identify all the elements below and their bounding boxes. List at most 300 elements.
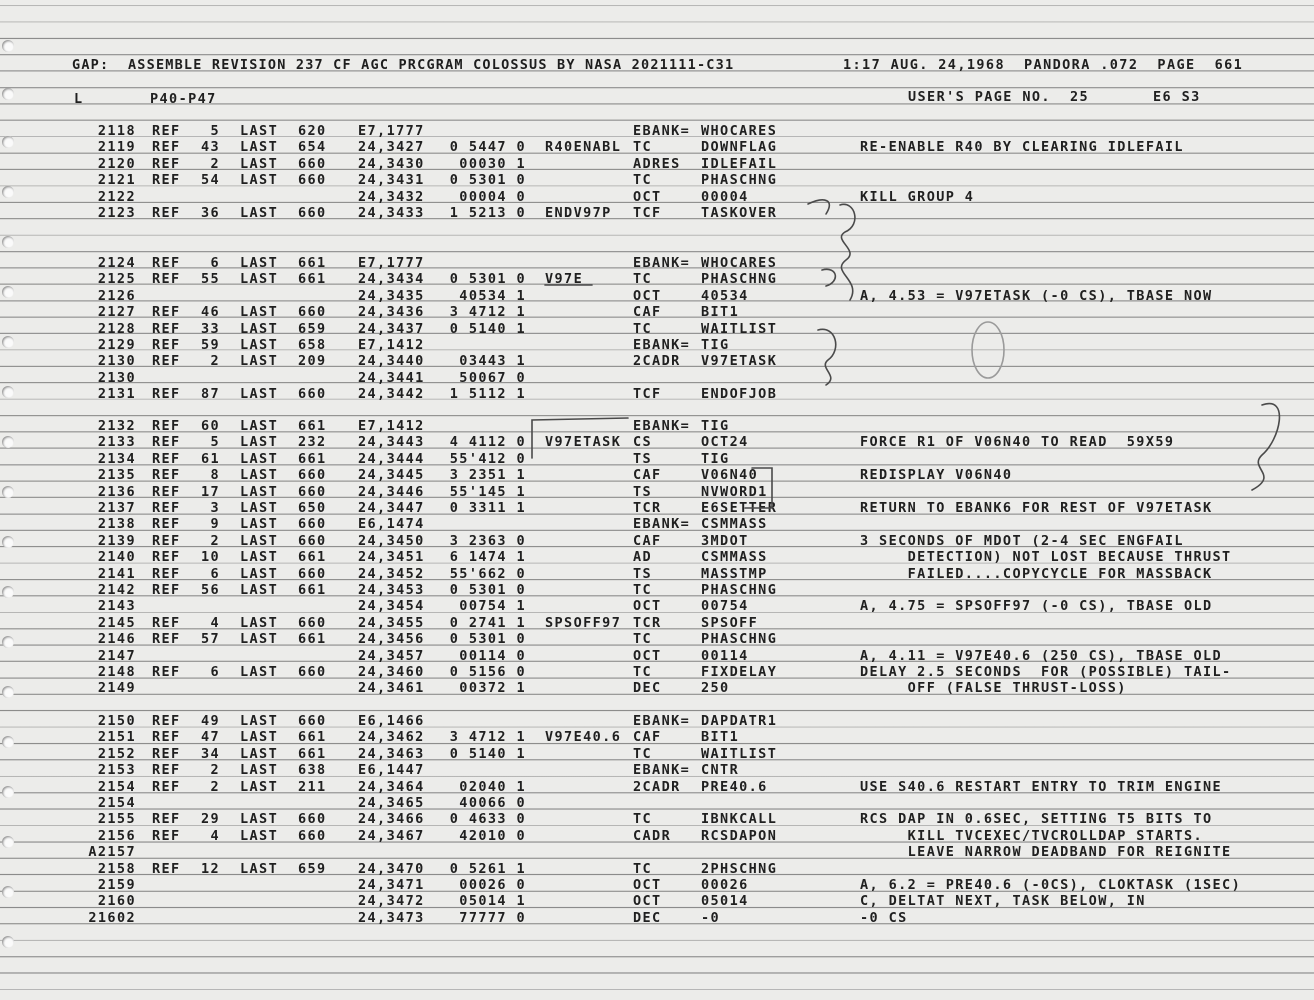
address: 24,3454	[358, 598, 425, 615]
operand: TIG	[701, 337, 730, 353]
address: 24,3470	[358, 860, 425, 877]
ref-count: 2	[210, 353, 220, 370]
address: 24,3441	[358, 369, 425, 386]
ref-keyword: REF	[152, 386, 181, 403]
opcode: EBANK=	[633, 123, 691, 139]
line-number: 2151	[97, 729, 136, 746]
ref-count: 5	[210, 123, 220, 139]
opcode: OCT	[633, 647, 662, 664]
address: 24,3471	[358, 877, 425, 893]
address: 24,3446	[358, 483, 425, 500]
ref-count: 56	[200, 582, 220, 598]
operand: PHASCHNG	[701, 271, 778, 288]
line-number: 2159	[97, 877, 136, 893]
comment: RCS DAP IN 0.6SEC, SETTING T5 BITS TO	[860, 811, 1213, 828]
opcode: CAF	[633, 729, 662, 746]
ref-keyword: REF	[152, 271, 181, 288]
line-number: 2122	[97, 188, 136, 205]
last-keyword: LAST	[240, 172, 279, 189]
address: 24,3455	[358, 614, 425, 631]
ref-keyword: REF	[152, 778, 181, 795]
line-number: 2125	[97, 271, 136, 288]
last-keyword: LAST	[240, 614, 279, 631]
line-number: 2139	[97, 532, 136, 549]
address: 24,3440	[358, 353, 425, 370]
octal-code: 0 4633 0	[449, 811, 526, 828]
last-page: 660	[298, 155, 327, 172]
ref-count: 2	[210, 762, 220, 779]
opcode: AD	[633, 549, 653, 566]
line-number: 2121	[97, 172, 136, 189]
symbol-label: SPSOFF97	[545, 614, 622, 631]
ref-keyword: REF	[152, 172, 181, 189]
operand: 3MDOT	[701, 532, 749, 549]
address: 24,3456	[358, 631, 425, 648]
comment: A, 4.11 = V97E40.6 (250 CS), TBASE OLD	[860, 647, 1223, 664]
operand: 05014	[701, 893, 749, 910]
operand: TIG	[701, 450, 730, 467]
operand: FIXDELAY	[701, 664, 778, 680]
ref-count: 36	[200, 205, 220, 221]
ref-keyword: REF	[152, 860, 181, 877]
line-number: 2148	[97, 664, 136, 680]
ref-count: 87	[200, 386, 220, 403]
last-page: 660	[298, 304, 327, 321]
opcode: TC	[633, 172, 653, 189]
line-number: 2156	[97, 827, 136, 844]
address: 24,3443	[358, 434, 425, 451]
line-number: 2158	[97, 860, 136, 877]
last-page: 659	[298, 320, 327, 337]
operand: V97ETASK	[701, 353, 778, 370]
last-keyword: LAST	[240, 450, 279, 467]
ref-keyword: REF	[152, 255, 181, 271]
symbol-label: R40ENABL	[545, 139, 622, 156]
ref-keyword: REF	[152, 434, 181, 451]
operand: V06N40	[701, 467, 759, 484]
line-number: 2146	[97, 631, 136, 648]
octal-code: 50067 0	[459, 369, 526, 386]
operand: TASKOVER	[701, 205, 778, 221]
address: 24,3434	[358, 271, 425, 288]
opcode: DEC	[633, 909, 662, 926]
line-number: 2155	[97, 811, 136, 828]
comment: USE S40.6 RESTART ENTRY TO TRIM ENGINE	[860, 778, 1223, 795]
comment: A, 4.53 = V97ETASK (-0 CS), TBASE NOW	[860, 287, 1213, 304]
ref-count: 6	[210, 664, 220, 680]
line-number: 2149	[97, 680, 136, 697]
ref-keyword: REF	[152, 631, 181, 648]
opcode: TC	[633, 664, 653, 680]
last-keyword: LAST	[240, 434, 279, 451]
octal-code: 3 4712 1	[449, 729, 526, 746]
address: E6,1466	[358, 713, 425, 729]
address: 24,3461	[358, 680, 425, 697]
opcode: TC	[633, 271, 653, 288]
opcode: CAF	[633, 304, 662, 321]
operand: WHOCARES	[701, 255, 778, 271]
comment: KILL TVCEXEC/TVCROLLDAP STARTS.	[860, 827, 1203, 844]
octal-code: 0 5301 0	[449, 631, 526, 648]
operand: CNTR	[701, 762, 740, 779]
pencil-bracket-mark	[532, 418, 628, 458]
ref-count: 4	[210, 827, 220, 844]
comment: RE-ENABLE R40 BY CLEARING IDLEFAIL	[860, 139, 1184, 156]
operand: PHASCHNG	[701, 582, 778, 598]
opcode: OCT	[633, 893, 662, 910]
last-keyword: LAST	[240, 860, 279, 877]
operand: CSMMASS	[701, 516, 768, 533]
last-keyword: LAST	[240, 745, 279, 762]
line-number: 2120	[97, 155, 136, 172]
last-keyword: LAST	[240, 500, 279, 516]
ref-count: 4	[210, 614, 220, 631]
last-page: 659	[298, 860, 327, 877]
ref-count: 49	[200, 713, 220, 729]
octal-code: 0 5261 1	[449, 860, 526, 877]
octal-code: 0 5301 0	[449, 172, 526, 189]
address: 24,3451	[358, 549, 425, 566]
operand: IBNKCALL	[701, 811, 778, 828]
address: 24,3430	[358, 155, 425, 172]
opcode: ADRES	[633, 155, 681, 172]
ref-keyword: REF	[152, 713, 181, 729]
line-number: 2160	[97, 893, 136, 910]
last-keyword: LAST	[240, 664, 279, 680]
ref-count: 54	[200, 172, 220, 189]
print-timestamp: 1:17 AUG. 24,1968 PANDORA .072 PAGE 661	[843, 57, 1244, 73]
ref-keyword: REF	[152, 532, 181, 549]
ref-count: 5	[210, 434, 220, 451]
last-page: 232	[298, 434, 327, 451]
octal-code: 00004 0	[459, 188, 526, 205]
octal-code: 40066 0	[459, 795, 526, 811]
opcode: DEC	[633, 680, 662, 697]
last-page: 660	[298, 205, 327, 221]
last-keyword: LAST	[240, 205, 279, 221]
last-page: 654	[298, 139, 327, 156]
comment: FORCE R1 OF V06N40 TO READ 59X59	[860, 434, 1175, 451]
last-page: 211	[298, 778, 327, 795]
last-page: 661	[298, 745, 327, 762]
address: E6,1447	[358, 762, 425, 779]
line-number: 2135	[97, 467, 136, 484]
operand: 00026	[701, 877, 749, 893]
line-number: 2137	[97, 500, 136, 516]
octal-code: 4 4112 0	[449, 434, 526, 451]
operand: DOWNFLAG	[701, 139, 778, 156]
address: E7,1777	[358, 255, 425, 271]
operand: PHASCHNG	[701, 631, 778, 648]
ref-count: 17	[200, 483, 220, 500]
last-page: 661	[298, 450, 327, 467]
pencil-scribble-mark	[1252, 404, 1279, 490]
address: 24,3473	[358, 909, 425, 926]
octal-code: 1 5213 0	[449, 205, 526, 221]
address: 24,3453	[358, 582, 425, 598]
address: 24,3444	[358, 450, 425, 467]
ref-keyword: REF	[152, 320, 181, 337]
line-number: 2131	[97, 386, 136, 403]
ref-count: 10	[200, 549, 220, 566]
opcode: TCF	[633, 386, 662, 403]
last-page: 658	[298, 337, 327, 353]
line-number: 2130	[97, 369, 136, 386]
opcode: CS	[633, 434, 653, 451]
octal-code: 55'662 0	[449, 565, 526, 582]
ref-count: 46	[200, 304, 220, 321]
symbol-label: V97E	[545, 271, 584, 288]
last-page: 660	[298, 172, 327, 189]
address: 24,3460	[358, 664, 425, 680]
ref-keyword: REF	[152, 729, 181, 746]
last-page: 638	[298, 762, 327, 779]
opcode: TCF	[633, 205, 662, 221]
ref-count: 57	[200, 631, 220, 648]
last-keyword: LAST	[240, 255, 279, 271]
operand: 00004	[701, 188, 749, 205]
last-keyword: LAST	[240, 483, 279, 500]
ref-keyword: REF	[152, 353, 181, 370]
octal-code: 00114 0	[459, 647, 526, 664]
address: E6,1474	[358, 516, 425, 533]
last-keyword: LAST	[240, 729, 279, 746]
operand: OCT24	[701, 434, 749, 451]
symbol-label: V97E40.6	[545, 729, 622, 746]
octal-code: 0 5447 0	[449, 139, 526, 156]
ref-keyword: REF	[152, 123, 181, 139]
opcode: TCR	[633, 500, 662, 516]
pencil-scribble-mark	[818, 269, 836, 385]
opcode: EBANK=	[633, 516, 691, 533]
operand: 2PHSCHNG	[701, 860, 778, 877]
operand: WHOCARES	[701, 123, 778, 139]
opcode: TS	[633, 450, 653, 467]
line-number: 2123	[97, 205, 136, 221]
line-number: 2136	[97, 483, 136, 500]
pencil-bracket-mark	[745, 468, 772, 508]
address: 24,3427	[358, 139, 425, 156]
comment: OFF (FALSE THRUST-LOSS)	[860, 680, 1127, 697]
operand: WAITLIST	[701, 320, 778, 337]
ref-keyword: REF	[152, 664, 181, 680]
ref-keyword: REF	[152, 516, 181, 533]
last-page: 661	[298, 582, 327, 598]
last-keyword: LAST	[240, 337, 279, 353]
last-page: 660	[298, 516, 327, 533]
address: 24,3462	[358, 729, 425, 746]
ref-count: 47	[200, 729, 220, 746]
line-number: 2140	[97, 549, 136, 566]
line-number: 2152	[97, 745, 136, 762]
ref-count: 55	[200, 271, 220, 288]
opcode: TCR	[633, 614, 662, 631]
address: 24,3466	[358, 811, 425, 828]
opcode: EBANK=	[633, 255, 691, 271]
octal-code: 00754 1	[459, 598, 526, 615]
last-keyword: LAST	[240, 565, 279, 582]
opcode: TS	[633, 565, 653, 582]
last-page: 660	[298, 386, 327, 403]
last-page: 661	[298, 255, 327, 271]
opcode: TS	[633, 483, 653, 500]
last-keyword: LAST	[240, 271, 279, 288]
octal-code: 02040 1	[459, 778, 526, 795]
octal-code: 3 4712 1	[449, 304, 526, 321]
octal-code: 55'145 1	[449, 483, 526, 500]
address: 24,3463	[358, 745, 425, 762]
ref-keyword: REF	[152, 337, 181, 353]
ref-count: 29	[200, 811, 220, 828]
operand: DAPDATR1	[701, 713, 778, 729]
ref-keyword: REF	[152, 565, 181, 582]
comment: REDISPLAY V06N40	[860, 467, 1013, 484]
address: 24,3450	[358, 532, 425, 549]
last-keyword: LAST	[240, 713, 279, 729]
octal-code: 42010 0	[459, 827, 526, 844]
line-number: 2128	[97, 320, 136, 337]
comment: C, DELTAT NEXT, TASK BELOW, IN	[860, 893, 1146, 910]
last-keyword: LAST	[240, 139, 279, 156]
ref-count: 33	[200, 320, 220, 337]
ref-count: 34	[200, 745, 220, 762]
ref-count: 60	[200, 418, 220, 434]
last-page: 660	[298, 565, 327, 582]
last-page: 660	[298, 827, 327, 844]
ref-keyword: REF	[152, 304, 181, 321]
section-letter: L	[74, 91, 84, 107]
comment: DETECTION) NOT LOST BECAUSE THRUST	[860, 549, 1232, 566]
operand: 250	[701, 680, 730, 697]
address: 24,3447	[358, 500, 425, 516]
symbol-label: ENDV97P	[545, 205, 612, 221]
octal-code: 03443 1	[459, 353, 526, 370]
last-page: 650	[298, 500, 327, 516]
line-number: 2143	[97, 598, 136, 615]
operand: 00114	[701, 647, 749, 664]
opcode: CADR	[633, 827, 672, 844]
last-page: 661	[298, 271, 327, 288]
opcode: CAF	[633, 467, 662, 484]
ref-keyword: REF	[152, 155, 181, 172]
line-number: 2154	[97, 778, 136, 795]
last-page: 660	[298, 483, 327, 500]
address: E7,1777	[358, 123, 425, 139]
address: 24,3472	[358, 893, 425, 910]
last-keyword: LAST	[240, 353, 279, 370]
opcode: OCT	[633, 188, 662, 205]
operand: ENDOFJOB	[701, 386, 778, 403]
octal-code: 77777 0	[459, 909, 526, 926]
last-page: 660	[298, 664, 327, 680]
ref-keyword: REF	[152, 811, 181, 828]
last-keyword: LAST	[240, 762, 279, 779]
ref-count: 43	[200, 139, 220, 156]
operand: TIG	[701, 418, 730, 434]
operand: 00754	[701, 598, 749, 615]
address: 24,3436	[358, 304, 425, 321]
octal-code: 3 2363 0	[449, 532, 526, 549]
octal-code: 40534 1	[459, 287, 526, 304]
last-keyword: LAST	[240, 827, 279, 844]
last-keyword: LAST	[240, 582, 279, 598]
opcode: TC	[633, 811, 653, 828]
operand: MASSTMP	[701, 565, 768, 582]
ref-keyword: REF	[152, 582, 181, 598]
ref-count: 2	[210, 155, 220, 172]
octal-code: 0 5140 1	[449, 745, 526, 762]
ref-keyword: REF	[152, 745, 181, 762]
pencil-scribble-mark	[840, 204, 855, 300]
ref-count: 59	[200, 337, 220, 353]
opcode: 2CADR	[633, 778, 681, 795]
line-number: 2133	[97, 434, 136, 451]
line-number: 2119	[97, 139, 136, 156]
last-keyword: LAST	[240, 811, 279, 828]
opcode: TC	[633, 139, 653, 156]
last-keyword: LAST	[240, 467, 279, 484]
last-page: 660	[298, 532, 327, 549]
operand: CSMMASS	[701, 549, 768, 566]
symbol-label: V97ETASK	[545, 434, 622, 451]
last-keyword: LAST	[240, 304, 279, 321]
last-page: 620	[298, 123, 327, 139]
line-number: 2147	[97, 647, 136, 664]
opcode: OCT	[633, 598, 662, 615]
address: 24,3467	[358, 827, 425, 844]
address: 24,3432	[358, 188, 425, 205]
line-number: A2157	[88, 844, 136, 861]
opcode: TC	[633, 745, 653, 762]
octal-code: 55'412 0	[449, 450, 526, 467]
program-range: P40-P47	[150, 91, 217, 107]
ref-count: 3	[210, 500, 220, 516]
comment: LEAVE NARROW DEADBAND FOR REIGNITE	[860, 844, 1232, 861]
operand: E6SETTER	[701, 500, 778, 516]
line-number: 2124	[97, 255, 136, 271]
octal-code: 6 1474 1	[449, 549, 526, 566]
operand: 40534	[701, 287, 749, 304]
line-number: 2126	[97, 287, 136, 304]
ref-keyword: REF	[152, 139, 181, 156]
address: 24,3433	[358, 205, 425, 221]
octal-code: 0 5156 0	[449, 664, 526, 680]
operand: BIT1	[701, 304, 740, 321]
octal-code: 3 2351 1	[449, 467, 526, 484]
address: 24,3431	[358, 172, 425, 189]
opcode: OCT	[633, 877, 662, 893]
operand: RCSDAPON	[701, 827, 778, 844]
last-page: 661	[298, 549, 327, 566]
comment: DELAY 2.5 SECONDS FOR (POSSIBLE) TAIL-	[860, 664, 1232, 680]
last-page: 660	[298, 811, 327, 828]
ref-keyword: REF	[152, 450, 181, 467]
last-page: 209	[298, 353, 327, 370]
ref-count: 2	[210, 778, 220, 795]
last-keyword: LAST	[240, 778, 279, 795]
operand: PRE40.6	[701, 778, 768, 795]
line-number: 2129	[97, 337, 136, 353]
line-number: 2154	[97, 795, 136, 811]
address: 24,3464	[358, 778, 425, 795]
address: 24,3435	[358, 287, 425, 304]
ref-count: 6	[210, 565, 220, 582]
line-number: 2141	[97, 565, 136, 582]
last-page: 660	[298, 713, 327, 729]
octal-code: 0 5301 0	[449, 582, 526, 598]
ref-keyword: REF	[152, 418, 181, 434]
ref-keyword: REF	[152, 500, 181, 516]
